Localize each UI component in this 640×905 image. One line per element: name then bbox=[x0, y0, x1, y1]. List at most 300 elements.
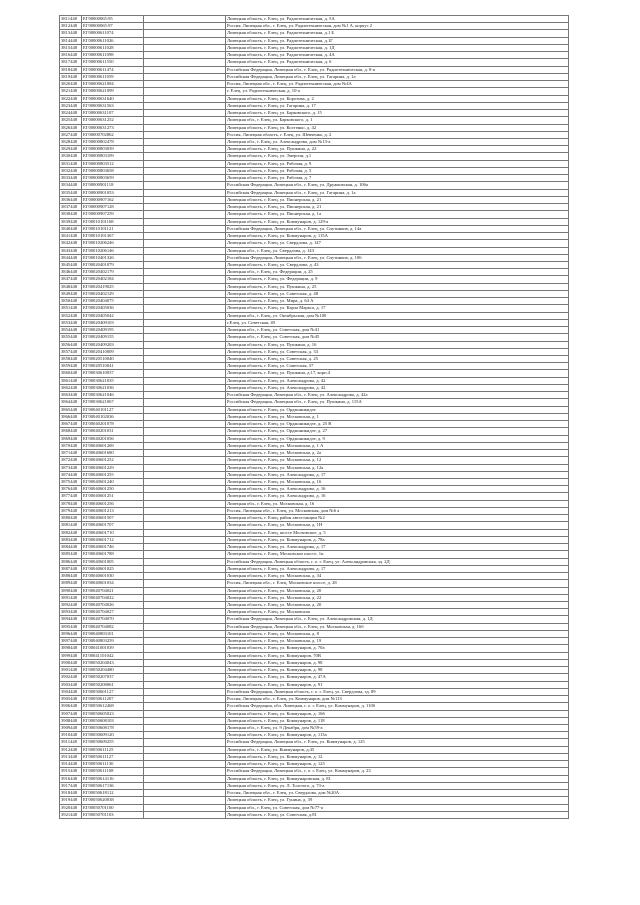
record-number-cell: 3859448 bbox=[60, 363, 82, 370]
table-row bbox=[60, 790, 569, 797]
record-number-cell: 3877448 bbox=[60, 493, 82, 500]
address-cell: Липецкая область, г. Елец, ул. Пушкина, д.17, корп.4 bbox=[226, 370, 569, 377]
empty-cell bbox=[144, 262, 226, 269]
table-row bbox=[60, 682, 569, 689]
cadastral-number-cell: ЕГ00040704022 bbox=[82, 595, 144, 602]
empty-cell bbox=[144, 81, 226, 88]
table-row bbox=[60, 566, 569, 573]
record-number-cell: 3909448 bbox=[60, 725, 82, 732]
table-row bbox=[60, 544, 569, 551]
cadastral-number-cell: ЕГ00050608178 bbox=[82, 725, 144, 732]
cadastral-number-cell: ЕГ00040803101 bbox=[82, 631, 144, 638]
address-cell: Липецкая область, г. Елец, ул. Советская, д. 48 bbox=[226, 291, 569, 298]
address-cell: Липецкая область, г. Елец, ул. Рабочая, д. 5 bbox=[226, 168, 569, 175]
table-row bbox=[60, 783, 569, 790]
cadastral-number-cell: ЕГ00040601251 bbox=[82, 493, 144, 500]
address-cell: Липецкая область, г. Елец, ул. Рабочая, д. 9 bbox=[226, 161, 569, 168]
address-cell: Липецкая обл., г. Елец, ул. Коммунаров, д.45 bbox=[226, 747, 569, 754]
address-cell: Липецкая область, г. Елец, ул. Гунина, д. 39 bbox=[226, 797, 569, 804]
address-cell: Липецкая область, г. Елец, ул. Пушкина, д. 22 bbox=[226, 146, 569, 153]
table-row bbox=[60, 132, 569, 139]
empty-cell bbox=[144, 573, 226, 580]
table-row bbox=[60, 30, 569, 37]
cadastral-number-cell: ЕГ00020401079 bbox=[82, 262, 144, 269]
empty-cell bbox=[144, 537, 226, 544]
record-number-cell: 3842448 bbox=[60, 240, 82, 247]
empty-cell bbox=[144, 493, 226, 500]
cadastral-number-cell: ЕГ00000803039 bbox=[82, 146, 144, 153]
table-row bbox=[60, 768, 569, 775]
empty-cell bbox=[144, 667, 226, 674]
record-number-cell: 3852448 bbox=[60, 313, 82, 320]
table-row bbox=[60, 219, 569, 226]
table-row bbox=[60, 168, 569, 175]
table-row bbox=[60, 161, 569, 168]
empty-cell bbox=[144, 276, 226, 283]
empty-cell bbox=[144, 168, 226, 175]
cadastral-number-cell: ЕГ00050609120 bbox=[82, 732, 144, 739]
cadastral-number-cell: ЕГ00010101121 bbox=[82, 226, 144, 233]
table-row bbox=[60, 45, 569, 52]
record-number-cell: 3822448 bbox=[60, 96, 82, 103]
table-row bbox=[60, 508, 569, 515]
cadastral-number-cell: ЕГ00000907259 bbox=[82, 211, 144, 218]
cadastral-number-cell: ЕГ00020410009 bbox=[82, 349, 144, 356]
cadastral-number-cell: ЕГ00050701100 bbox=[82, 805, 144, 812]
table-row bbox=[60, 313, 569, 320]
empty-cell bbox=[144, 732, 226, 739]
record-number-cell: 3826448 bbox=[60, 125, 82, 132]
table-row bbox=[60, 146, 569, 153]
record-number-cell: 3866448 bbox=[60, 414, 82, 421]
cadastral-number-cell: ЕГ00040601788 bbox=[82, 551, 144, 558]
address-cell: Российская Федерация, Липецкая обл., г. Елец, ул. Дружковская, д. 106а bbox=[226, 182, 569, 189]
empty-cell bbox=[144, 284, 226, 291]
empty-cell bbox=[144, 110, 226, 117]
address-cell: Липецкая область, г. Елец, шоссе Московское, д. 5 bbox=[226, 530, 569, 537]
table-row bbox=[60, 667, 569, 674]
empty-cell bbox=[144, 117, 226, 124]
cadastral-number-cell: ЕГ00040201056 bbox=[82, 436, 144, 443]
table-row bbox=[60, 616, 569, 623]
record-number-cell: 3838448 bbox=[60, 211, 82, 218]
empty-cell bbox=[144, 197, 226, 204]
empty-cell bbox=[144, 443, 226, 450]
record-number-cell: 3849448 bbox=[60, 291, 82, 298]
record-number-cell: 3829448 bbox=[60, 146, 82, 153]
empty-cell bbox=[144, 754, 226, 761]
table-row bbox=[60, 88, 569, 95]
table-row bbox=[60, 501, 569, 508]
cadastral-number-cell: ЕГ00000803659 bbox=[82, 175, 144, 182]
table-row bbox=[60, 284, 569, 291]
cadastral-number-cell: ЕГ00020409155 bbox=[82, 334, 144, 341]
address-cell: Липецкая область, г. Елец, ул. Московская, д. 12а bbox=[226, 465, 569, 472]
table-row bbox=[60, 153, 569, 160]
cadastral-number-cell: ЕГ00030621067 bbox=[82, 399, 144, 406]
address-cell: Липецкая область, г. Елец, ул. Орджоникидзе, д. 27 bbox=[226, 428, 569, 435]
record-number-cell: 3872448 bbox=[60, 457, 82, 464]
table-row bbox=[60, 38, 569, 45]
empty-cell bbox=[144, 812, 226, 819]
address-cell: Липецкая область, г. Елец, ул. Александрова, д. 16 bbox=[226, 486, 569, 493]
address-cell: Российская Федерация, Липецкая обл., г. Елец, ул. Александрова, д. 42а bbox=[226, 392, 569, 399]
cadastral-number-cell: ЕГ00000907162 bbox=[82, 197, 144, 204]
cadastral-number-cell: ЕГ00040601256 bbox=[82, 501, 144, 508]
cadastral-number-cell: ЕГ00000803658 bbox=[82, 168, 144, 175]
cadastral-number-cell: ЕГ00020402129 bbox=[82, 291, 144, 298]
cadastral-number-cell: ЕГ00050611127 bbox=[82, 754, 144, 761]
record-number-cell: 3831448 bbox=[60, 161, 82, 168]
record-number-cell: 3817448 bbox=[60, 59, 82, 66]
address-cell: Липецкая область, г. Елец, ул. Коммунаров, д. 166 bbox=[226, 711, 569, 718]
table-row bbox=[60, 747, 569, 754]
address-cell: Российская Федерация, Липецкая обл., г. о. г. Елец, ул. Коммунаров, д. 23 bbox=[226, 768, 569, 775]
empty-cell bbox=[144, 59, 226, 66]
cadastral-number-cell: ЕГ00020402184 bbox=[82, 276, 144, 283]
address-cell: Липецкая область, г. Елец, ул. Александрова, д. 42 bbox=[226, 378, 569, 385]
empty-cell bbox=[144, 182, 226, 189]
record-number-cell: 3818448 bbox=[60, 67, 82, 74]
record-number-cell: 3897448 bbox=[60, 638, 82, 645]
record-number-cell: 3863448 bbox=[60, 392, 82, 399]
cadastral-number-cell: ЕГ00020409203 bbox=[82, 342, 144, 349]
table-row bbox=[60, 190, 569, 197]
empty-cell bbox=[144, 45, 226, 52]
cadastral-number-cell: ЕГ00000611074 bbox=[82, 30, 144, 37]
table-row bbox=[60, 305, 569, 312]
empty-cell bbox=[144, 682, 226, 689]
cadastral-number-cell: ЕГ00050609255 bbox=[82, 739, 144, 746]
cadastral-number-cell: ЕГ00020404075 bbox=[82, 298, 144, 305]
empty-cell bbox=[144, 450, 226, 457]
record-number-cell: 3883448 bbox=[60, 537, 82, 544]
record-number-cell: 3857448 bbox=[60, 349, 82, 356]
cadastral-number-cell: ЕГ00050617136 bbox=[82, 783, 144, 790]
cadastral-number-cell: ЕГ00020405036 bbox=[82, 305, 144, 312]
record-number-cell: 3891448 bbox=[60, 595, 82, 602]
table-row bbox=[60, 363, 569, 370]
cadastral-number-cell: ЕГ00040601712 bbox=[82, 537, 144, 544]
empty-cell bbox=[144, 739, 226, 746]
record-number-cell: 3853448 bbox=[60, 320, 82, 327]
empty-cell bbox=[144, 696, 226, 703]
empty-cell bbox=[144, 233, 226, 240]
record-number-cell: 3889448 bbox=[60, 580, 82, 587]
record-number-cell: 3833448 bbox=[60, 175, 82, 182]
cadastral-number-cell: ЕГ00000611474 bbox=[82, 67, 144, 74]
empty-cell bbox=[144, 161, 226, 168]
table-row bbox=[60, 226, 569, 233]
empty-cell bbox=[144, 486, 226, 493]
empty-cell bbox=[144, 219, 226, 226]
address-cell: Липецкая область, г. Елец, ул. Московская, д. 19 bbox=[226, 638, 569, 645]
table-row bbox=[60, 609, 569, 616]
cadastral-number-cell: ЕГ00050204043 bbox=[82, 660, 144, 667]
record-number-cell: 3823448 bbox=[60, 103, 82, 110]
empty-cell bbox=[144, 38, 226, 45]
record-number-cell: 3862448 bbox=[60, 385, 82, 392]
table-row bbox=[60, 812, 569, 819]
address-cell: Липецкая область, г. Елец, ул. Московская, д. 22 bbox=[226, 595, 569, 602]
address-cell: Липецкая область, г. Елец, ул. Московская bbox=[226, 609, 569, 616]
record-number-cell: 3834448 bbox=[60, 182, 82, 189]
record-number-cell: 3906448 bbox=[60, 703, 82, 710]
table-row bbox=[60, 732, 569, 739]
cadastral-number-cell: ЕГ00020409103 bbox=[82, 320, 144, 327]
record-number-cell: 3816448 bbox=[60, 52, 82, 59]
cadastral-number-cell: ЕГ00010101367 bbox=[82, 233, 144, 240]
record-number-cell: 3861448 bbox=[60, 378, 82, 385]
record-number-cell: 3837448 bbox=[60, 204, 82, 211]
empty-cell bbox=[144, 631, 226, 638]
empty-cell bbox=[144, 457, 226, 464]
cadastral-number-cell: ЕГ00050614116 bbox=[82, 776, 144, 783]
record-number-cell: 3868448 bbox=[60, 428, 82, 435]
record-number-cell: 3871448 bbox=[60, 450, 82, 457]
table-row bbox=[60, 182, 569, 189]
empty-cell bbox=[144, 334, 226, 341]
address-cell: Липецкая область, г. Елец, ул. Александрова, д. 17 bbox=[226, 544, 569, 551]
address-cell: Российская Федерация, Липецкая обл., г. Елец, ул. Спутников, д. 106 bbox=[226, 255, 569, 262]
address-cell: г. Елец, ул. Радиотехническая, д. 10-а bbox=[226, 88, 569, 95]
empty-cell bbox=[144, 139, 226, 146]
address-cell: Липецкая область, г. Елец, ул. Гагарина, д. 17 bbox=[226, 103, 569, 110]
empty-cell bbox=[144, 530, 226, 537]
address-cell: Липецкая область, г. Елец, ул. Советская, д.81 bbox=[226, 812, 569, 819]
table-row bbox=[60, 624, 569, 631]
address-cell: Липецкая область, г. Елец, ул. Свердлова, д. 147 bbox=[226, 240, 569, 247]
record-number-cell: 3839448 bbox=[60, 219, 82, 226]
record-number-cell: 3828448 bbox=[60, 139, 82, 146]
record-number-cell: 3824448 bbox=[60, 110, 82, 117]
cadastral-number-cell: ЕГ00000621084 bbox=[82, 81, 144, 88]
record-number-cell: 3884448 bbox=[60, 544, 82, 551]
cadastral-number-cell: ЕГ00041001039 bbox=[82, 645, 144, 652]
empty-cell bbox=[144, 711, 226, 718]
table-row bbox=[60, 175, 569, 182]
address-cell: Российская Федерация, Липецкая обл., г. Елец, ул. Гагарина, д. 1а bbox=[226, 74, 569, 81]
empty-cell bbox=[144, 428, 226, 435]
address-cell: Липецкая область, г. Елец, ул. Свердлова, д. 43 bbox=[226, 262, 569, 269]
empty-cell bbox=[144, 761, 226, 768]
empty-cell bbox=[144, 660, 226, 667]
record-number-cell: 3914448 bbox=[60, 761, 82, 768]
address-cell: г.Елец, ул. Советская, 49 bbox=[226, 320, 569, 327]
empty-cell bbox=[144, 421, 226, 428]
record-number-cell: 3915448 bbox=[60, 768, 82, 775]
address-cell: Липецкая область, г. Елец, ул. Московская, д. 12 bbox=[226, 457, 569, 464]
address-cell: Липецкая область, г. Елец, ул. Московская, д. 1 bbox=[226, 414, 569, 421]
record-number-cell: 3870448 bbox=[60, 443, 82, 450]
address-cell: Россия, Липецкая обл., г. Елец, ул. Радиотехническая, дом №1 А, корпус 2 bbox=[226, 23, 569, 30]
address-cell: Липецкая область, г. Елец, ул. Радиотехническая, д. 4А bbox=[226, 52, 569, 59]
table-row bbox=[60, 465, 569, 472]
table-row bbox=[60, 262, 569, 269]
empty-cell bbox=[144, 616, 226, 623]
table-row bbox=[60, 711, 569, 718]
empty-cell bbox=[144, 407, 226, 414]
address-cell: Липецкая область, г. Елец, ул. Л. Толстого, д. 73-а bbox=[226, 783, 569, 790]
table-row bbox=[60, 551, 569, 558]
table-row bbox=[60, 385, 569, 392]
record-number-cell: 3913448 bbox=[60, 754, 82, 761]
cadastral-number-cell: ЕГ00000901053 bbox=[82, 190, 144, 197]
record-number-cell: 3860448 bbox=[60, 370, 82, 377]
address-cell: Липецкая область, г. Елец, ул. Московская, д. 1Н bbox=[226, 522, 569, 529]
address-cell: Россия, Липецкая обл., г. Елец, ул. Радиотехническая, дом №4А bbox=[226, 81, 569, 88]
cadastral-number-cell: ЕГ00040601252 bbox=[82, 457, 144, 464]
empty-cell bbox=[144, 595, 226, 602]
empty-cell bbox=[144, 146, 226, 153]
cadastral-number-cell: ЕГ00040201078 bbox=[82, 421, 144, 428]
empty-cell bbox=[144, 305, 226, 312]
empty-cell bbox=[144, 30, 226, 37]
address-cell: Липецкая область, г. Елец, район автостанции №2 bbox=[226, 515, 569, 522]
cadastral-number-cell: ЕГ00020409195 bbox=[82, 327, 144, 334]
address-cell: Липецкая область, г. Елец, ул. Коммунаров, д. 78а bbox=[226, 537, 569, 544]
record-number-cell: 3900448 bbox=[60, 660, 82, 667]
address-cell: Липецкая область, г. Елец, ул. Барковского, д. 15 bbox=[226, 110, 569, 117]
table-row bbox=[60, 233, 569, 240]
cadastral-number-cell: ЕГ00050612468 bbox=[82, 703, 144, 710]
address-cell: Липецкая область, г. Елец, ул. Советская, д. 33 bbox=[226, 349, 569, 356]
address-cell: Россия, Липецкая область, г. Елец, ул. Шевченко, д. 2 bbox=[226, 132, 569, 139]
cadastral-number-cell: ЕГ00040704021 bbox=[82, 588, 144, 595]
empty-cell bbox=[144, 653, 226, 660]
cadastral-number-cell: ЕГ00040601255 bbox=[82, 472, 144, 479]
address-cell: Липецкая область, г. Елец, ул. Карла Маркса, д. 17 bbox=[226, 305, 569, 312]
empty-cell bbox=[144, 515, 226, 522]
table-row bbox=[60, 645, 569, 652]
table-row bbox=[60, 248, 569, 255]
record-number-cell: 3854448 bbox=[60, 327, 82, 334]
address-cell: Липецкая область, г. Елец, ул. Александрова, д. 42 bbox=[226, 385, 569, 392]
table-row bbox=[60, 696, 569, 703]
table-row bbox=[60, 342, 569, 349]
record-number-cell: 3821448 bbox=[60, 88, 82, 95]
cadastral-number-cell: ЕГ00000611026 bbox=[82, 38, 144, 45]
record-number-cell: 3873448 bbox=[60, 465, 82, 472]
cadastral-number-cell: ЕГ00040601034 bbox=[82, 580, 144, 587]
table-row bbox=[60, 240, 569, 247]
cadastral-number-cell: ЕГ00010101168 bbox=[82, 219, 144, 226]
table-row bbox=[60, 255, 569, 262]
cadastral-number-cell: ЕГ00000802478 bbox=[82, 139, 144, 146]
address-cell: Липецкая область, г. Елец, ул. Орджоникидзе, д. 9 bbox=[226, 436, 569, 443]
record-number-cell: 3907448 bbox=[60, 711, 82, 718]
address-cell: Российская Федерация, Липецкая область, г. о. г. Елец, ул. Свердлова, зд. 89 bbox=[226, 689, 569, 696]
record-number-cell: 3835448 bbox=[60, 190, 82, 197]
address-cell: Липецкая обл., г. Елец, ул. Александрова, дом №13-а bbox=[226, 139, 569, 146]
record-number-cell: 3899448 bbox=[60, 653, 82, 660]
record-number-cell: 3844448 bbox=[60, 255, 82, 262]
cadastral-number-cell: ЕГ00000611550 bbox=[82, 59, 144, 66]
table-row bbox=[60, 414, 569, 421]
record-number-cell: 3851448 bbox=[60, 305, 82, 312]
empty-cell bbox=[144, 624, 226, 631]
address-cell: Липецкая обл., г. Елец, ул. Федерации, д. 25 bbox=[226, 269, 569, 276]
empty-cell bbox=[144, 153, 226, 160]
cadastral-number-cell: ЕГ00041101042 bbox=[82, 653, 144, 660]
cadastral-number-cell: ЕГ00040601213 bbox=[82, 508, 144, 515]
cadastral-number-cell: ЕГ00000631640 bbox=[82, 96, 144, 103]
address-cell: Липецкая область, г. Елец, ул. Радиотехническая, д. 5А bbox=[226, 16, 569, 23]
table-row bbox=[60, 674, 569, 681]
cadastral-number-cell: ЕГ00000803109 bbox=[82, 153, 144, 160]
record-number-cell: 3856448 bbox=[60, 342, 82, 349]
record-number-cell: 3881448 bbox=[60, 522, 82, 529]
address-cell: Липецкая обл., г. Елец, ул. Октябрьская, дом №100 bbox=[226, 313, 569, 320]
cadastral-number-cell: ЕГ00000803512 bbox=[82, 161, 144, 168]
cadastral-number-cell: ЕГ00030621036 bbox=[82, 385, 144, 392]
cadastral-number-cell: ЕГ00040601030 bbox=[82, 573, 144, 580]
cadastral-number-cell: ЕГ00040601005 bbox=[82, 559, 144, 566]
cadastral-number-cell: ЕГ00050601127 bbox=[82, 689, 144, 696]
table-row bbox=[60, 436, 569, 443]
table-row bbox=[60, 117, 569, 124]
cadastral-number-cell: ЕГ00040704026 bbox=[82, 602, 144, 609]
record-number-cell: 3898448 bbox=[60, 645, 82, 652]
empty-cell bbox=[144, 609, 226, 616]
record-number-cell: 3887448 bbox=[60, 566, 82, 573]
address-cell: Липецкая область, г. Елец, ул. Энергии, д.1 bbox=[226, 153, 569, 160]
cadastral-number-cell: ЕГ00000065:95 bbox=[82, 16, 144, 23]
cadastral-number-cell: ЕГ00040601250 bbox=[82, 486, 144, 493]
cadastral-number-cell: ЕГ00040704027 bbox=[82, 609, 144, 616]
address-cell: Липецкая обл., г. Елец, ул. 9 Декабря, дом №59-а bbox=[226, 725, 569, 732]
address-cell: Российская Федерация, Липецкая обл., г. Елец, ул. Пушкина, д. 115А bbox=[226, 399, 569, 406]
cadastral-number-cell: ЕГ00020405042 bbox=[82, 313, 144, 320]
cadastral-number-cell: ЕГ00000631273 bbox=[82, 125, 144, 132]
empty-cell bbox=[144, 349, 226, 356]
empty-cell bbox=[144, 414, 226, 421]
empty-cell bbox=[144, 204, 226, 211]
cadastral-number-cell: ЕГ00040601269 bbox=[82, 443, 144, 450]
cadastral-number-cell: ЕГ00010206146 bbox=[82, 248, 144, 255]
empty-cell bbox=[144, 790, 226, 797]
record-number-cell: 3892448 bbox=[60, 602, 82, 609]
cadastral-number-cell: ЕГ00050611108 bbox=[82, 768, 144, 775]
record-number-cell: 3820448 bbox=[60, 81, 82, 88]
address-cell: Липецкая область, г. Елец, ул. Коммунаров, д. 129-а bbox=[226, 219, 569, 226]
record-number-cell: 3894448 bbox=[60, 616, 82, 623]
address-cell: Липецкая область, г. Елец, ул. Радиотехническая, д.1 Б bbox=[226, 30, 569, 37]
address-cell: Липецкая область, г. Елец, ул. Мира, д. 64 А bbox=[226, 298, 569, 305]
cadastral-number-cell: ЕГ00020510041 bbox=[82, 363, 144, 370]
record-number-cell: 3832448 bbox=[60, 168, 82, 175]
table-row bbox=[60, 421, 569, 428]
address-cell: Липецкая область, г. Елец, ул. Коммунаровская, д. 81 bbox=[226, 776, 569, 783]
table-row bbox=[60, 761, 569, 768]
address-cell: Липецкая область, г. Елец, ул. Московская, д. 34 bbox=[226, 573, 569, 580]
empty-cell bbox=[144, 103, 226, 110]
address-cell: Россия, Липецкая обл., г. Елец, ул. Коммунаров, дом №113 bbox=[226, 696, 569, 703]
address-cell: Липецкая область, г. Елец, ул. Советская, д. 25 bbox=[226, 356, 569, 363]
cadastral-number-cell: ЕГ00000611059 bbox=[82, 74, 144, 81]
record-number-cell: 3896448 bbox=[60, 631, 82, 638]
address-cell: Липецкая обл., г. Елец, ул. Московская, д. 16 bbox=[226, 501, 569, 508]
address-cell: Липецкая область, г. Елец, ул. Коммунаров, д. 115А bbox=[226, 233, 569, 240]
cadastral-number-cell: ЕГ00020402179 bbox=[82, 269, 144, 276]
empty-cell bbox=[144, 559, 226, 566]
address-cell: Липецкая область, г. Елец, ул. Рабочая, д. 7 bbox=[226, 175, 569, 182]
address-cell: Липецкая обл., г. Елец, ул. Барковского, д. 1 bbox=[226, 117, 569, 124]
empty-cell bbox=[144, 226, 226, 233]
address-cell: Липецкая область, г. Елец, ул. Коммунаров, д. 125 bbox=[226, 761, 569, 768]
address-cell: Липецкая область, г. Елец, ул. Радиотехническая, д.1Г bbox=[226, 38, 569, 45]
address-cell: Липецкая область, г. Елец, ул. Орджоникидзе, д. 25 В bbox=[226, 421, 569, 428]
